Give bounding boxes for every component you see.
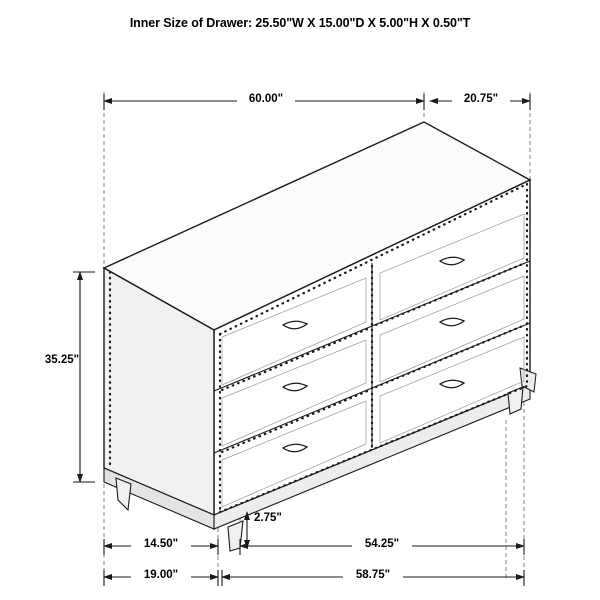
dim-leg-offset: 14.50": [143, 538, 179, 550]
dresser-illustration: [104, 122, 536, 551]
dim-leg-height: 2.75": [254, 512, 282, 524]
dim-base-width: 58.75": [355, 569, 391, 581]
dim-top-depth: 20.75": [463, 93, 499, 105]
leg-front-left: [116, 478, 131, 510]
dim-drawer-front-width: 54.25": [364, 538, 400, 550]
dim-height: 35.25": [44, 354, 80, 366]
page-title: Inner Size of Drawer: 25.50"W X 15.00"D X 5.00"H X 0.50"T: [129, 16, 471, 30]
dim-base-left: 19.00": [143, 569, 179, 581]
dim-top-width: 60.00": [248, 93, 284, 105]
